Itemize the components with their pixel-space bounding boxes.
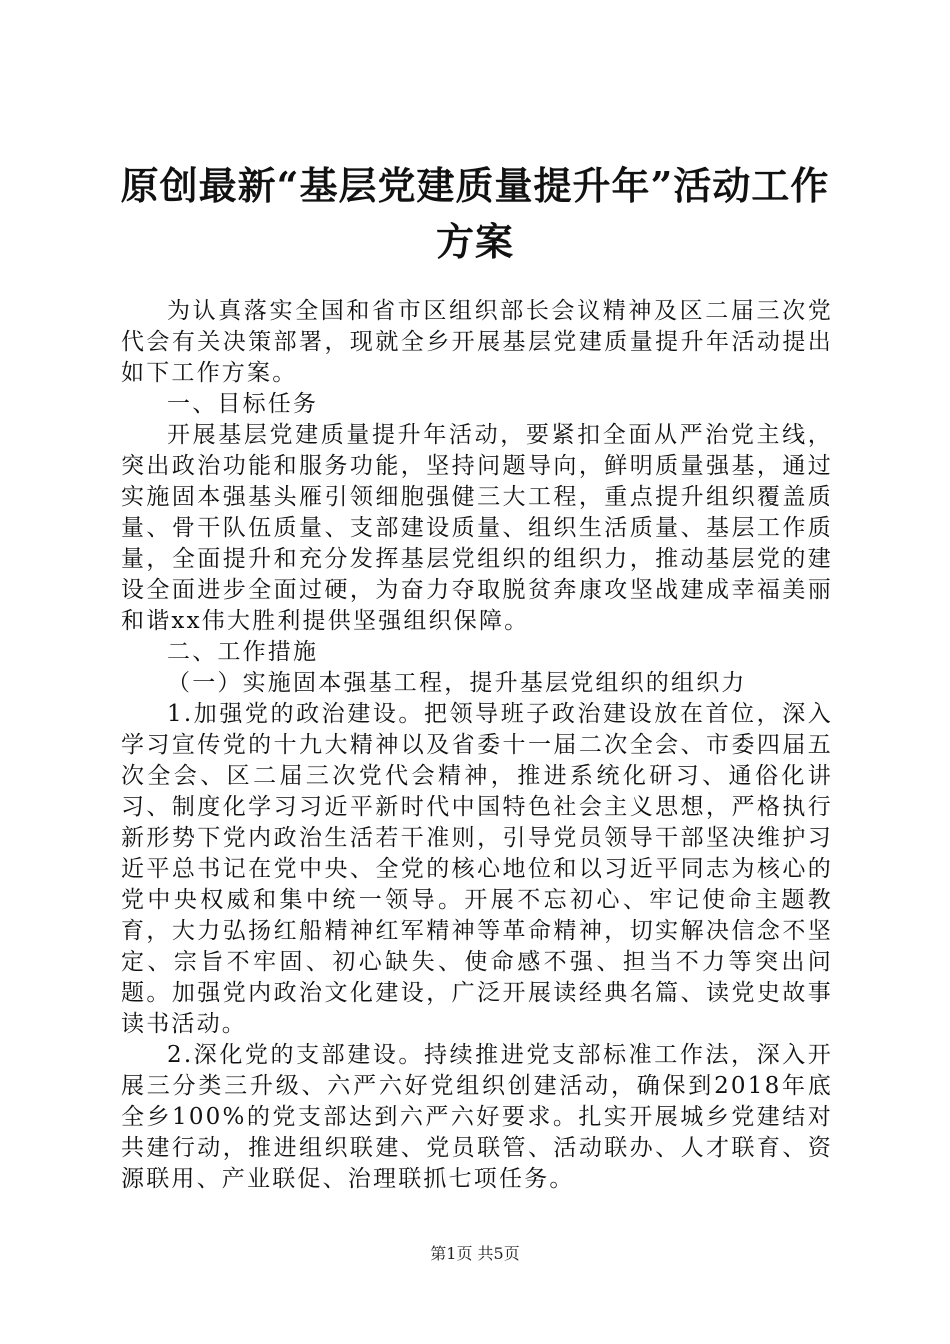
goals-paragraph: 开展基层党建质量提升年活动，要紧扣全面从严治党主线，突出政治功能和服务功能，坚持问题导向，鲜明质量强基，通过实施固本强基头雁引领细胞强健三大工程，重点提升组织覆盖质量、骨干队伍质量、支部建设质量、组织生活质量、基层工作质量，全面提升和充分发挥基层党组织的组织力，推动基层党的建设全面进步全面过硬，为奋力夺取脱贫奔康攻坚战建成幸福美丽和谐xx伟大胜利提供坚强组织保障。 <box>121 422 833 634</box>
intro-paragraph: 为认真落实全国和省市区组织部长会议精神及区二届三次党代会有关决策部署，现就全乡开展基层党建质量提升年活动提出如下工作方案。 <box>121 298 833 386</box>
document-title: 原创最新“基层党建质量提升年”活动工作方案 <box>120 163 830 264</box>
measure-paragraph-2: 2.深化党的支部建设。持续推进党支部标准工作法，深入开展三分类三升级、六严六好党组织创建活动，确保到2018年底全乡100%的党支部达到六严六好要求。扎实开展城乡党建结对共建行动，推进组织联建、党员联管、活动联办、人才联育、资源联用、产业联促、治理联抓七项任务。 <box>121 1042 833 1192</box>
subsection-heading-1: （一）实施固本强基工程，提升基层党组织的组织力 <box>167 670 747 696</box>
page-footer: 第1页 共5页 <box>430 1244 520 1263</box>
document-body <box>121 296 833 1195</box>
section-heading-measures: 二、工作措施 <box>167 639 319 665</box>
section-heading-goals: 一、目标任务 <box>167 391 319 417</box>
measure-paragraph-1: 1.加强党的政治建设。把领导班子政治建设放在首位，深入学习宣传党的十九大精神以及省委十一届二次全会、市委四届五次全会、区二届三次党代会精神，推进系统化研习、通俗化讲习、制度化学习习近平新时代中国特色社会主义思想，严格执行新形势下党内政治生活若干准则，引导党员领导干部坚决维护习近平总书记在党中央、全党的核心地位和以习近平同志为核心的党中央权威和集中统一领导。开展不忘初心、牢记使命主题教育，大力弘扬红船精神红军精神等革命精神，切实解决信念不坚定、宗旨不牢固、初心缺失、使命感不强、担当不力等突出问题。加强党内政治文化建设，广泛开展读经典名篇、读党史故事读书活动。 <box>121 701 833 1037</box>
